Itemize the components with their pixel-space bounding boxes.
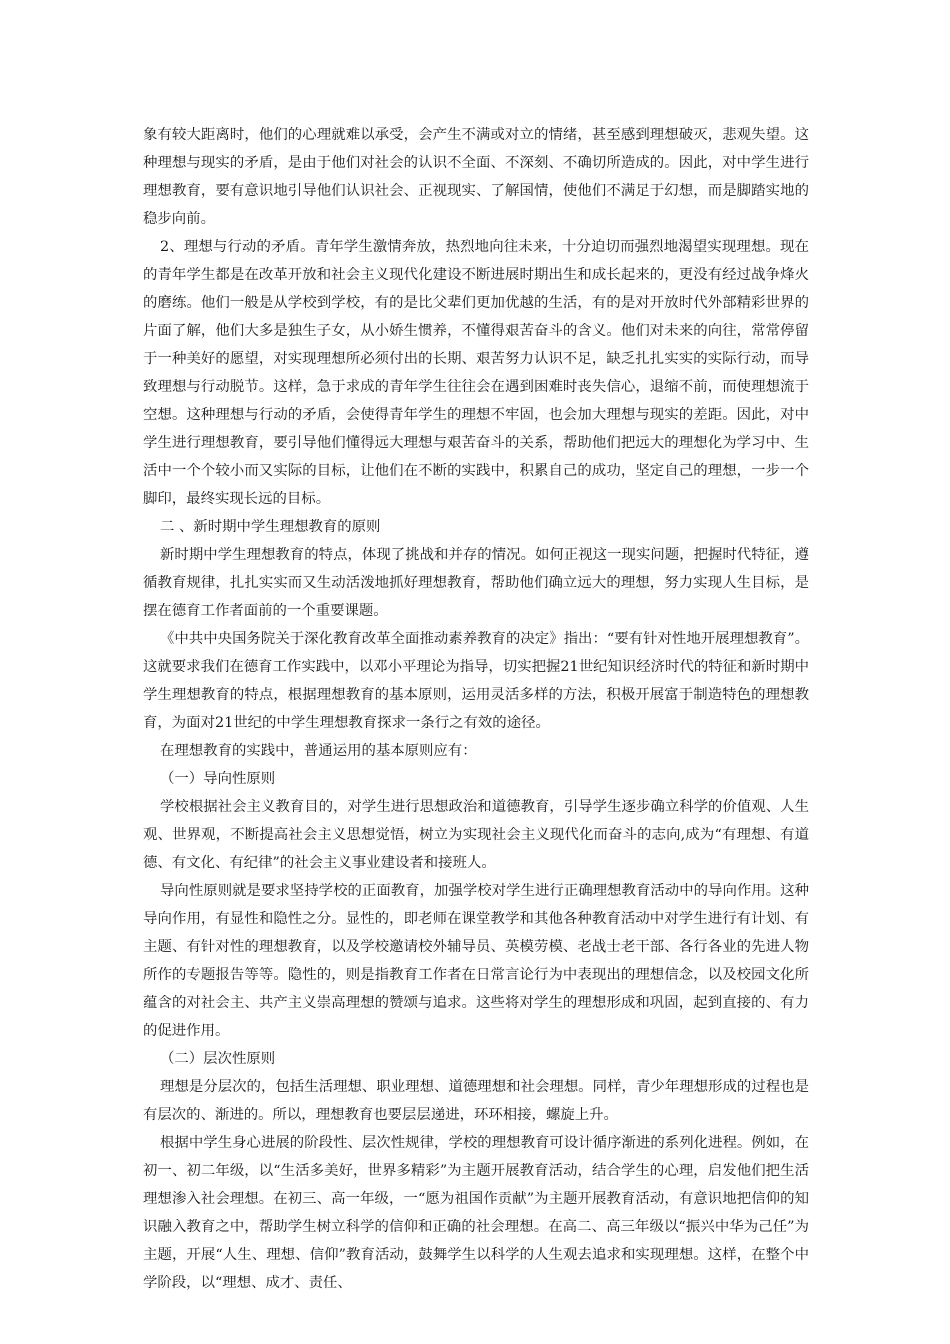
paragraph-ideal-levels: 理想是分层次的，包括生活理想、职业理想、道德理想和社会理想。同样，青少年理想形成的过程也是有层次的、渐进的。所以，理想教育也要层层递进，环环相接，螺旋上升。 [143,1079,809,1123]
subheading-guidance-principle: （一）导向性原则 [160,771,276,787]
paragraph-school-goals: 学校根据社会主义教育目的，对学生进行思想政治和道德教育，引导学生逐步确立科学的价值观、人生观、世界观，不断提高社会主义思想觉悟，树立为实现社会主义现代化而奋斗的志向,成为“有理想、有道德、有文化、有纪律”的社会主义事业建设者和接班人。 [143,799,809,871]
paragraph-new-era-features: 新时期中学生理想教育的特点，体现了挑战和并存的情况。如何正视这一现实问题，把握时代特征，遵循教育规律，扎扎实实而又生动活泼地抓好理想教育，帮助他们确立远大的理想，努力实现人生目标，是摆在德育工作者面前的一个重要课题。 [143,547,809,619]
paragraph-ideal-action-conflict: 2、理想与行动的矛盾。青年学生激情奔放，热烈地向往未来，十分迫切而强烈地渴望实现理想。现在的青年学生都是在改革开放和社会主义现代化建设不断进展时期出生和成长起来的，更没有经过战争烽火的磨练。他们一般是从学校到学校，有的是比父辈们更加优越的生活，有的是对开放时代外部精彩世界的片面了解，他们大多是独生子女，从小娇生惯养，不懂得艰苦奋斗的含义。他们对未来的向往，常常停留于一种美好的愿望，对实现理想所必须付出的长期、艰苦努力认识不足，缺乏扎扎实实的实际行动，而导致理想与行动脱节。这样，急于求成的青年学生往往会在遇到困难时丧失信心，退缩不前，而使理想流于空想。这种理想与行动的矛盾，会使得青年学生的理想不牢固，也会加大理想与现实的差距。因此，对中学生进行理想教育，要引导他们懂得远大理想与艰苦奋斗的关系，帮助他们把远大的理想化为学习中、生活中一个个较小而又实际的目标，让他们在不断的实践中，积累自己的成功，坚定自己的理想，一步一个脚印，最终实现长远的目标。 [143,239,809,507]
paragraph-central-decision: 《中共中央国务院关于深化教育改革全面推动素养教育的决定》指出：“要有针对性地开展理想教育”。这就要求我们在德育工作实践中，以邓小平理论为指导，切实把握21世纪知识经济时代的特征和新时期中学生理想教育的特点，根据理想教育的基本原则，运用灵活多样的方法，积极开展富于制造特色的理想教育，为面对21世纪的中学生理想教育探求一条行之有效的途径。 [143,631,809,731]
paragraph-grade-progression: 根据中学生身心进展的阶段性、层次性规律，学校的理想教育可设计循序渐进的系列化进程。例如，在初一、初二年级，以“生活多美好，世界多精彩”为主题开展教育活动，结合学生的心理，启发他们把生活理想渗入社会理想。在初三、高一年级，一“愿为祖国作贡献”为主题开展教育活动，有意识地把信仰的知识融入教育之中，帮助学生树立科学的信仰和正确的社会理想。在高二、高三年级以“振兴中华为己任”为主题，开展“人生、理想、信仰”教育活动，鼓舞学生以科学的人生观去追求和实现理想。这样，在整个中学阶段，以“理想、成才、责任、 [143,1135,809,1291]
subheading-hierarchy-principle: （二）层次性原则 [160,1051,276,1067]
paragraph-guidance-explained: 导向性原则就是要求坚持学校的正面教育，加强学校对学生进行正确理想教育活动中的导向作用。这种导向作用，有显性和隐性之分。显性的，即老师在课堂教学和其他各种教育活动中对学生进行有计划、有主题、有针对性的理想教育，以及学校邀请校外辅导员、英模劳模、老战士老干部、各行各业的先进人物所作的专题报告等等。隐性的，则是指教育工作者在日常言论行为中表现出的理想信念，以及校园文化所蕴含的对社会主、共产主义崇高理想的赞颂与追求。这些将对学生的理想形成和巩固，起到直接的、有力的促进作用。 [143,883,809,1039]
paragraph-basic-principles-intro: 在理想教育的实践中，普通运用的基本原则应有： [160,743,477,759]
section-heading-principles: 二 、新时期中学生理想教育的原则 [160,519,381,535]
document-page [143,121,809,1297]
paragraph-continuation: 象有较大距离时，他们的心理就难以承受，会产生不满或对立的情绪，甚至感到理想破灭，悲观失望。这种理想与现实的矛盾，是由于他们对社会的认识不全面、不深刻、不确切所造成的。因此，对中学生进行理想教育，要有意识地引导他们认识社会、正视现实、了解国情，使他们不满足于幻想，而是脚踏实地的稳步向前。 [143,127,809,227]
